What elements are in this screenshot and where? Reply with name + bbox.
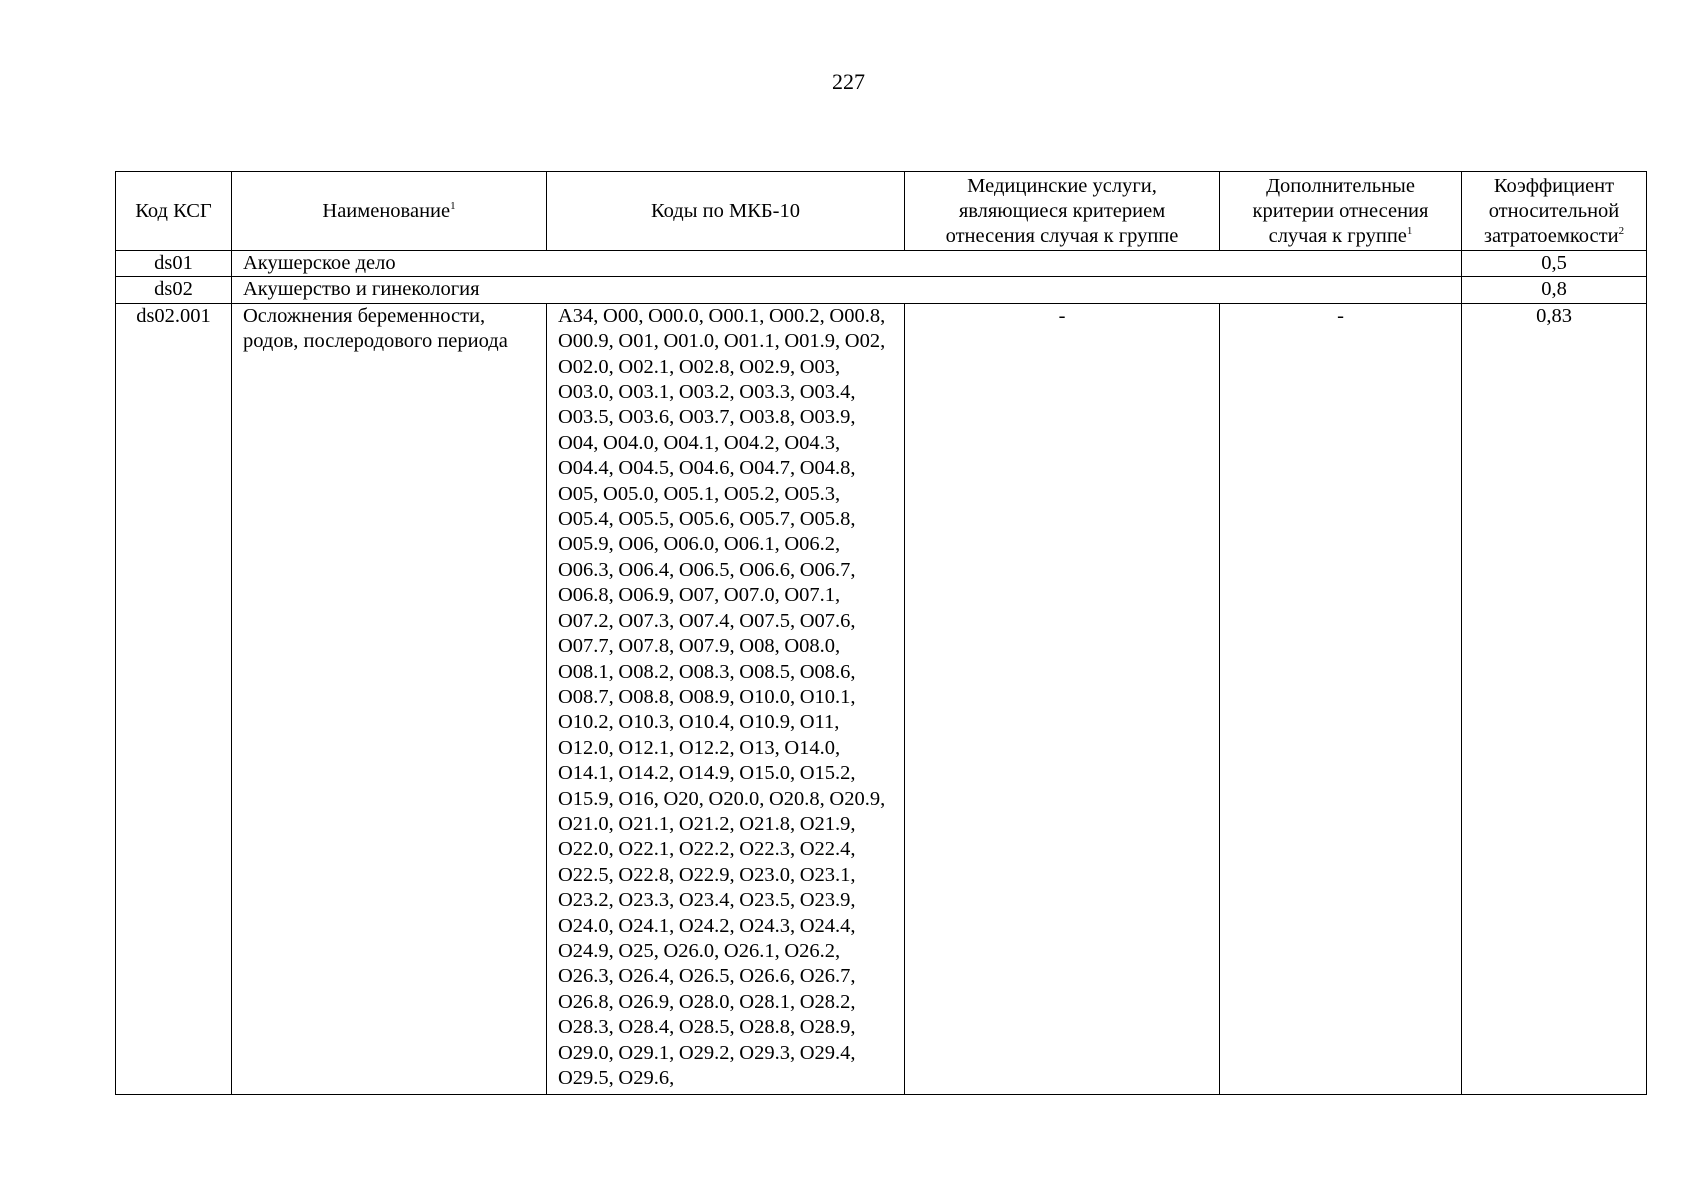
row-coefficient: 0,83	[1462, 303, 1647, 1094]
row-code: ds01	[116, 251, 232, 277]
footnote-mark: 2	[1618, 224, 1625, 237]
header-row	[116, 172, 1647, 251]
header-name: Наименование$^1$	[232, 172, 547, 251]
header-coefficient: Коэффициент относительной затратоемкости$^2$	[1462, 172, 1647, 251]
table-row	[116, 251, 1647, 277]
header-ksg-code: Код КСГ	[116, 172, 232, 251]
row-coefficient: 0,5	[1462, 251, 1647, 277]
row-icd10-codes	[547, 303, 905, 1094]
row-name: Акушерское дело	[232, 251, 1462, 277]
row-code: ds02	[116, 277, 232, 303]
footnote-mark: 1	[1406, 224, 1413, 237]
header-services: Медицинские услуги, являющиеся критерием отнесения случая к группе	[905, 172, 1220, 251]
row-extra-criteria: -	[1220, 303, 1462, 1094]
icd10-codes-text: А34, О00, О00.0, О00.1, О00.2, О00.8, О00.9, О01, О01.0, О01.1, О01.9, О02, О02.0, О02.1, О02.8, О02.9, О03, О03.0, О03.1, О03.2, О03.3, О03.4, О03.5, О03.6, О03.7, О03.8, О03.9, О04, О04.0, О04.1, О04.2, О04.3, О04.4, О04.5, О04.6, О04.7, О04.8, О05, О05.0, О05.1, О05.2, О05.3, О05.4, О05.5, О05.6, О05.7, О05.8, О05.9, О06, О06.0, О06.1, О06.2, О06.3, О06.4, О06.5, О06.6, О06.7, О06.8, О06.9, О07, О07.0, О07.1, О07.2, О07.3, О07.4, О07.5, О07.6, О07.7, О07.8, О07.9, О08, О08.0, О08.1, О08.2, О08.3, О08.5, О08.6, О08.7, О08.8, О08.9, О10.0, О10.1, О10.2, О10.3, О10.4, О10.9, О11, О12.0, О12.1, О12.2, О13, О14.0, О14.1, О14.2, О14.9, О15.0, О15.2, О15.9, О16, О20, О20.0, О20.8, О20.9, О21.0, О21.1, О21.2, О21.8, О21.9, О22.0, О22.1, О22.2, О22.3, О22.4, О22.5, О22.8, О22.9, О23.0, О23.1, О23.2, О23.3, О23.4, О23.5, О23.9, О24.0, О24.1, О24.2, О24.3, О24.4, О24.9, О25, О26.0, О26.1, О26.2, О26.3, О26.4, О26.5, О26.6, О26.7, О26.8, О26.9, О28.0, О28.1, О28.2, О28.3, О28.4, О28.5, О28.8, О28.9, О29.0, О29.1, О29.2, О29.3, О29.4, О29.5, О29.6,	[558, 304, 886, 1089]
row-services: -	[905, 303, 1220, 1094]
table-row	[116, 277, 1647, 303]
row-name: Осложнения беременности, родов, послеродового периода	[232, 303, 547, 1094]
table-row	[116, 303, 1647, 1094]
page-number: 227	[832, 69, 865, 94]
row-code: ds02.001	[116, 303, 232, 1094]
row-name: Акушерство и гинекология	[232, 277, 1462, 303]
header-extra-criteria: Дополнительные критерии отнесения случая к группе$^1$	[1220, 172, 1462, 251]
ksg-table	[115, 171, 1647, 1095]
footnote-mark: 1	[450, 199, 456, 212]
header-icd10: Коды по МКБ-10	[547, 172, 905, 251]
row-coefficient: 0,8	[1462, 277, 1647, 303]
